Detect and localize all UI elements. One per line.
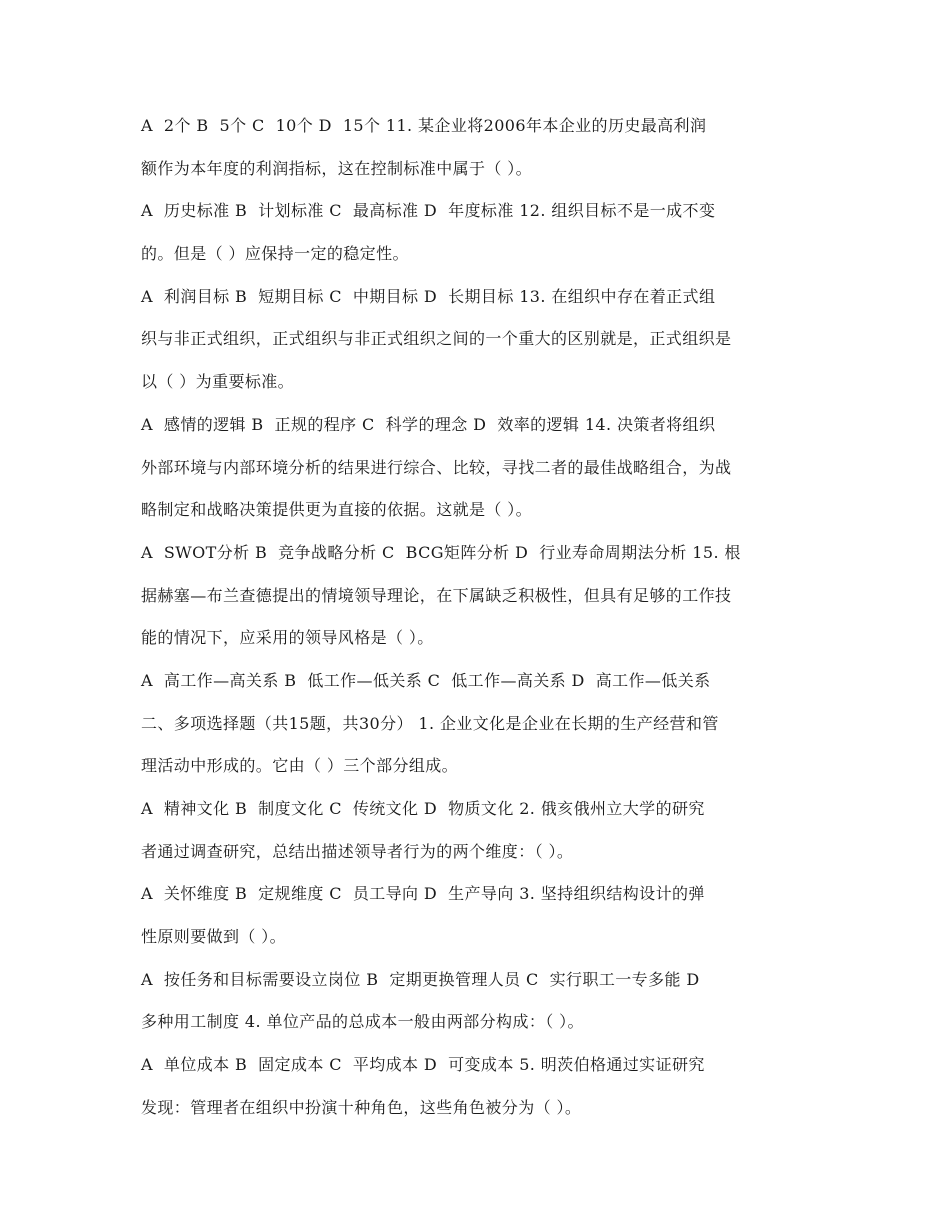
text-line: A 单位成本 B 固定成本 C 平均成本 D 可变成本 5. 明茨伯格通过实证研究 <box>141 1055 705 1075</box>
text-line: 者通过调查研究，总结出描述领导者行为的两个维度：（ ）。 <box>141 841 574 861</box>
text-line: A 历史标准 B 计划标准 C 最高标准 D 年度标准 12. 组织目标不是一成不变 <box>141 201 716 221</box>
text-line: 多种用工制度 4. 单位产品的总成本一般由两部分构成：（ ）。 <box>141 1012 584 1032</box>
text-line: A 关怀维度 B 定规维度 C 员工导向 D 生产导向 3. 坚持组织结构设计的弹 <box>141 884 705 904</box>
text-line: 略制定和战略决策提供更为直接的依据。这就是（ ）。 <box>141 500 533 520</box>
document-body <box>141 110 816 1135</box>
text-line: A 利润目标 B 短期目标 C 中期目标 D 长期目标 13. 在组织中存在着正式组 <box>141 286 716 306</box>
text-line: 的。但是（ ）应保持一定的稳定性。 <box>141 244 409 264</box>
text-line: A 感情的逻辑 B 正规的程序 C 科学的理念 D 效率的逻辑 14. 决策者将组织 <box>141 414 716 434</box>
text-line: 性原则要做到（ ）。 <box>141 927 287 947</box>
text-line: A 精神文化 B 制度文化 C 传统文化 D 物质文化 2. 俄亥俄州立大学的研究 <box>141 799 705 818</box>
text-line: A 高工作—高关系 B 低工作—低关系 C 低工作—高关系 D 高工作—低关系 <box>141 670 711 690</box>
text-line: 额作为本年度的利润指标，这在控制标准中属于（ ）。 <box>141 158 533 178</box>
text-line: 能的情况下，应采用的领导风格是（ ）。 <box>141 628 434 648</box>
text-line: 发现：管理者在组织中扮演十种角色，这些角色被分为（ ）。 <box>141 1097 582 1117</box>
text-line: A SWOT分析 B 竞争战略分析 C BCG矩阵分析 D 行业寿命周期法分析 15. 根 <box>141 542 741 562</box>
text-line: 织与非正式组织，正式组织与非正式组织之间的一个重大的区别就是，正式组织是 <box>141 329 732 349</box>
text-line: 理活动中形成的。它由（ ）三个部分组成。 <box>141 756 459 776</box>
text-line: A 按任务和目标需要设立岗位 B 定期更换管理人员 C 实行职工一专多能 D <box>141 969 700 989</box>
text-line: 二、多项选择题（共15题，共30分） 1. 企业文化是企业在长期的生产经营和管 <box>141 713 719 733</box>
text-line: 以（ ）为重要标准。 <box>141 372 295 392</box>
text-line: 外部环境与内部环境分析的结果进行综合、比较，寻找二者的最佳战略组合，为战 <box>141 457 732 477</box>
text-line: 据赫塞—布兰查德提出的情境领导理论，在下属缺乏积极性，但具有足够的工作技 <box>141 585 732 605</box>
text-line: A 2个 B 5个 C 10个 D 15个 11. 某企业将2006年本企业的历史最高利润 <box>141 116 707 135</box>
